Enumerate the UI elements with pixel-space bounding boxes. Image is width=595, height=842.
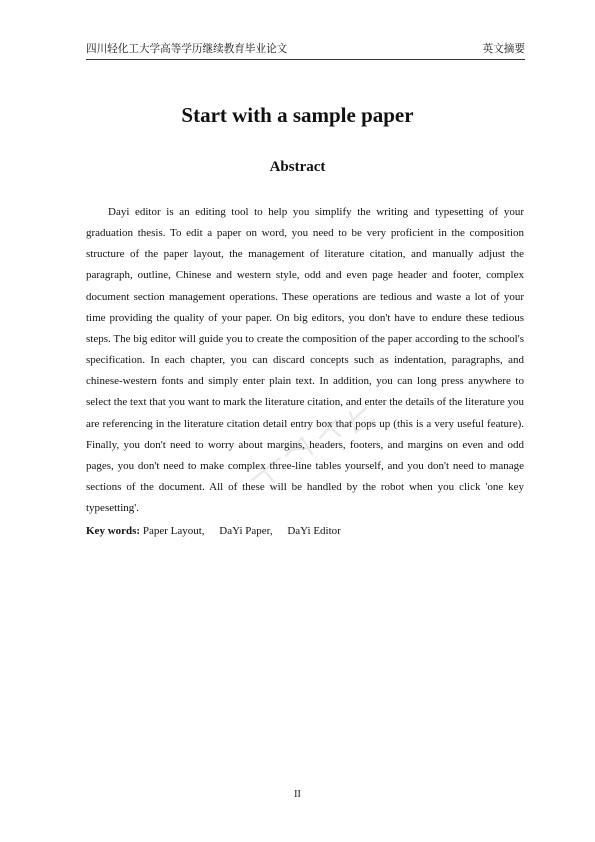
running-header bbox=[86, 38, 525, 60]
keywords-label: Key words: bbox=[86, 525, 141, 537]
keyword-item: DaYi Paper, bbox=[219, 525, 273, 537]
header-left-text: 四川轻化工大学高等学历继续教育毕业论文 bbox=[86, 44, 288, 55]
keywords-line bbox=[86, 521, 524, 542]
keyword-item: DaYi Editor bbox=[287, 525, 341, 537]
abstract-body: Dayi editor is an editing tool to help you simplify the writing and typesetting of your graduation thesis. To edit a paper on word, you need to be very proficient in the composition structure of the paper layout, the management of literature citation, and manually adjust the paragraph, outline, Chinese and western style, odd and even page header and footer, complex document section management operations. These operations are tedious and waste a lot of your time providing the quality of your paper. On big editors, you don't have to endure these tedious steps. The big editor will guide you to create the composition of the paper according to the school's specification. In each chapter, you can discard concepts such as indentation, paragraphs, and chinese-western fonts and simply enter plain text. In addition, you can long press anywhere to select the text that you want to mark the literature citation, and enter the details of the literature you are referencing in the literature citation detail entry box that pops up (this is a very useful feature). Finally, you don't need to worry about margins, headers, footers, and margins on even and odd pages, you don't need to make complex three-line tables yourself, and you don't need to manage sections of the document. All of these will be handled by the robot when you click 'one key typesetting'. bbox=[86, 206, 524, 515]
page-number: II bbox=[294, 789, 301, 800]
paper-title: Start with a sample paper bbox=[181, 103, 414, 127]
abstract-heading: Abstract bbox=[269, 159, 326, 175]
keyword-item: Paper Layout, bbox=[142, 525, 205, 537]
header-right-text: 英文摘要 bbox=[482, 44, 525, 55]
